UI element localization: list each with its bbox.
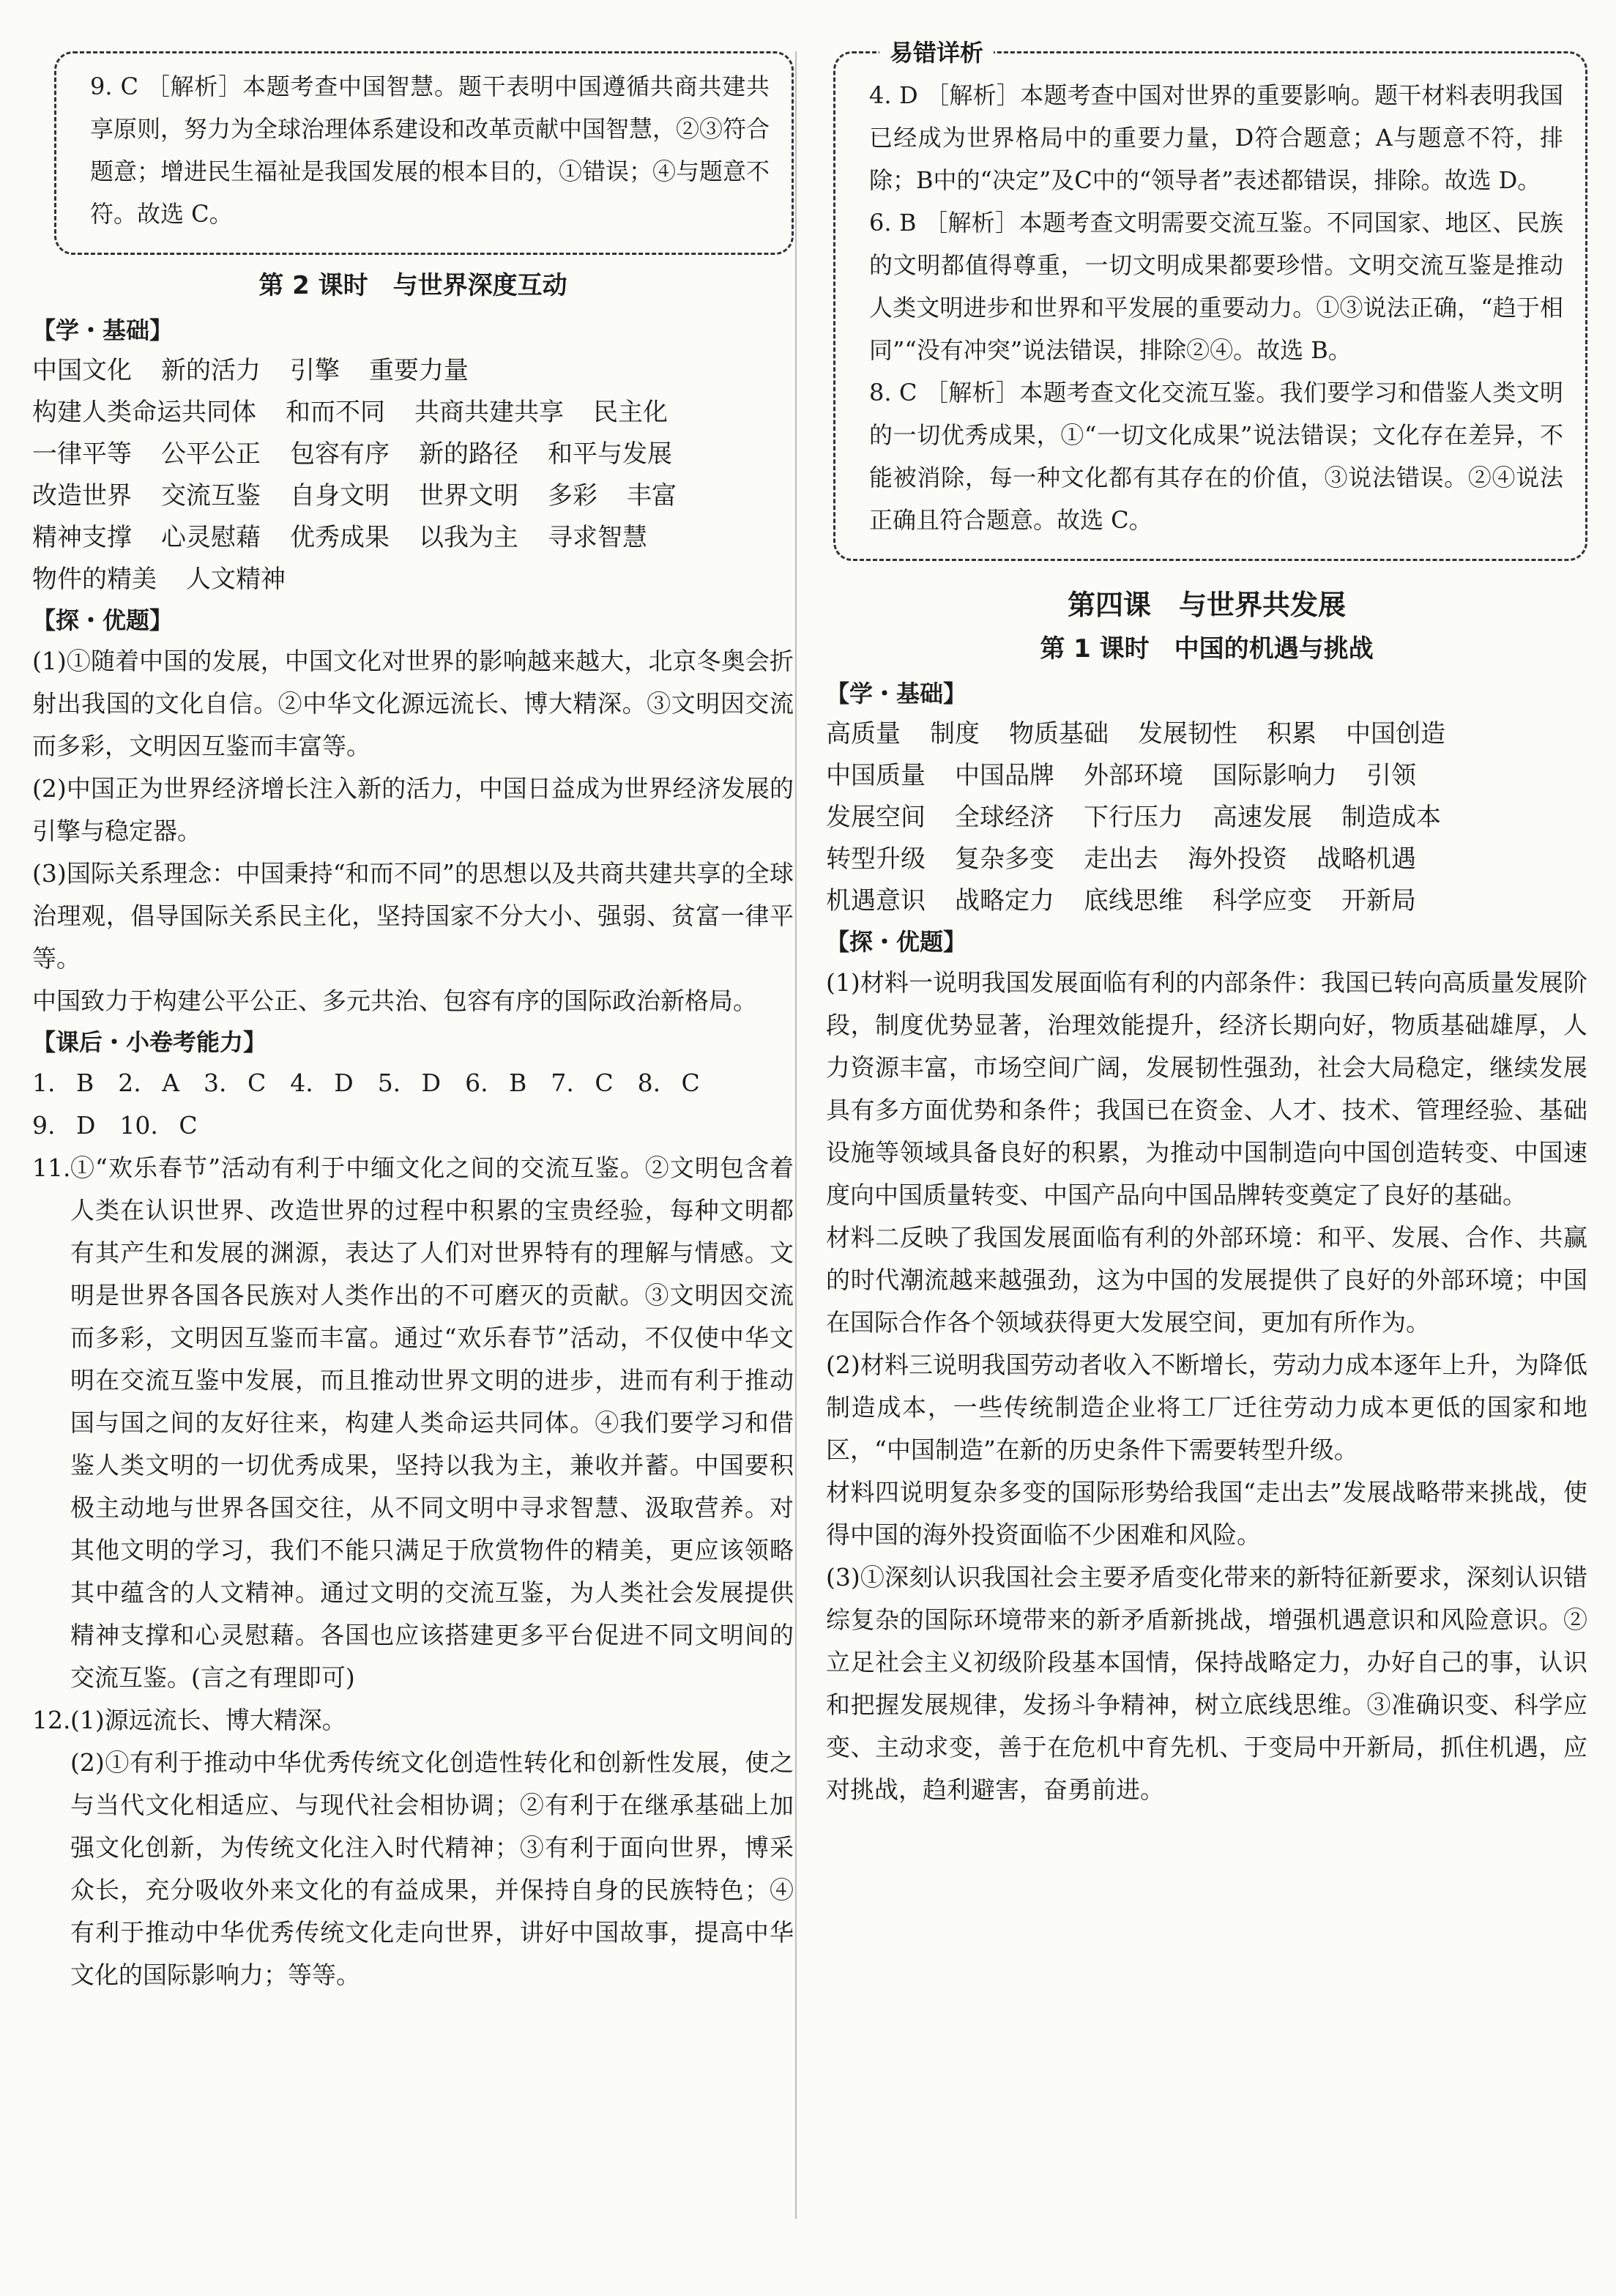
term: 机遇意识 bbox=[826, 886, 926, 915]
basic-terms-list bbox=[826, 713, 1587, 922]
term: 科学应变 bbox=[1213, 886, 1312, 915]
term: 制度 bbox=[930, 719, 980, 748]
column-divider bbox=[795, 51, 797, 2219]
term: 制造成本 bbox=[1341, 803, 1441, 832]
basic-terms-list bbox=[32, 350, 794, 601]
answer-box-right bbox=[833, 39, 1587, 561]
term: 物件的精美 bbox=[32, 565, 157, 594]
answer-part: (1)源远流长、博大精深。 bbox=[70, 1706, 346, 1734]
section-heading-explore: 【探・优题】 bbox=[32, 606, 174, 634]
term: 国际影响力 bbox=[1213, 761, 1337, 790]
box-title: 易错详析 bbox=[879, 36, 994, 70]
term: 人文精神 bbox=[186, 565, 286, 594]
question-11 bbox=[32, 1147, 794, 1699]
term: 高质量 bbox=[826, 719, 901, 748]
answer-part: (2)①有利于推动中华优秀传统文化创造性转化和创新性发展，使之与当代文化相适应、与现代社会相协调；②有利于在继承基础上加强文化创新，为传统文化注入时代精神；③有利于面向世界，博采众长，充分吸收外来文化的有益成果，并保持自身的民族特色；④有利于推动中华优秀传统文化走向世界，讲好中国故事，提高中华文化的国际影响力；等等。 bbox=[70, 1748, 794, 1989]
term: 和平与发展 bbox=[548, 439, 672, 469]
right-column bbox=[826, 39, 1587, 1811]
term: 走出去 bbox=[1084, 844, 1158, 874]
term: 包容有序 bbox=[290, 439, 390, 469]
term: 下行压力 bbox=[1084, 803, 1183, 832]
term: 积累 bbox=[1267, 719, 1317, 748]
term: 底线思维 bbox=[1084, 886, 1183, 915]
explore-paragraph: 中国致力于构建公平公正、多元共治、包容有序的国际政治新格局。 bbox=[32, 987, 757, 1015]
term: 自身文明 bbox=[290, 481, 390, 510]
term: 改造世界 bbox=[32, 481, 132, 510]
section-heading-after-class: 【课后・小卷考能力】 bbox=[32, 1028, 267, 1056]
term: 优秀成果 bbox=[290, 523, 390, 552]
term: 发展空间 bbox=[826, 803, 926, 832]
section-heading-explore: 【探・优题】 bbox=[826, 928, 967, 956]
left-column bbox=[32, 51, 794, 1996]
term: 引领 bbox=[1366, 761, 1416, 790]
term: 新的活力 bbox=[161, 356, 261, 385]
term: 以我为主 bbox=[419, 523, 518, 552]
explore-paragraph: (3)①深刻认识我国社会主要矛盾变化带来的新特征新要求，深刻认识错综复杂的国际环境带来的新矛盾新挑战，增强机遇意识和风险意识。②立足社会主义初级阶段基本国情，保持战略定力，办好自己的事，认识和把握发展规律，发扬斗争精神，树立底线思维。③准确识变、科学应变、主动求变，善于在危机中育先机、于变局中开新局，抓住机遇，应对挑战，趋利避害，奋勇前进。 bbox=[826, 1563, 1587, 1804]
explore-paragraph: (1)①随着中国的发展，中国文化对世界的影响越来越大，北京冬奥会折射出我国的文化自信。②中华文化源远流长、博大精深。③文明因交流而多彩，文明因互鉴而丰富等。 bbox=[32, 647, 794, 760]
term: 重要力量 bbox=[369, 356, 469, 385]
explore-paragraph: 材料四说明复杂多变的国际形势给我国“走出去”发展战略带来挑战，使得中国的海外投资面临不少困难和风险。 bbox=[826, 1478, 1587, 1549]
term: 引擎 bbox=[290, 356, 340, 385]
term: 一律平等 bbox=[32, 439, 132, 469]
term: 发展韧性 bbox=[1138, 719, 1237, 748]
term: 中国文化 bbox=[32, 356, 132, 385]
term: 物质基础 bbox=[1009, 719, 1109, 748]
term: 战略定力 bbox=[955, 886, 1054, 915]
section-heading-basic: 【学・基础】 bbox=[826, 680, 967, 707]
explore-paragraph: (3)国际关系理念：中国秉持“和而不同”的思想以及共商共建共享的全球治理观，倡导国际关系民主化，坚持国家不分大小、强弱、贫富一律平等。 bbox=[32, 859, 794, 973]
term: 全球经济 bbox=[955, 803, 1054, 832]
unit-title: 第四课 与世界共发展 bbox=[1067, 589, 1346, 621]
term: 交流互鉴 bbox=[161, 481, 261, 510]
explore-paragraph: (1)材料一说明我国发展面临有利的内部条件：我国已转向高质量发展阶段，制度优势显著，治理效能提升，经济长期向好，物质基础雄厚，人力资源丰富，市场空间广阔，发展韧性强劲，社会大局稳定，继续发展具有多方面优势和条件；我国已在资金、人才、技术、管理经验、基础设施等领域具备良好的积累，为推动中国制造向中国创造转变、中国速度向中国质量转变、中国产品向中国品牌转变奠定了良好的基础。 bbox=[826, 968, 1587, 1209]
term: 民主化 bbox=[593, 398, 668, 427]
question-number: 11. bbox=[32, 1153, 71, 1182]
analysis-item: 4. D ［解析］本题考查中国对世界的重要影响。题干材料表明我国已经成为世界格局中的重要力量，D符合题意；A与题意不符，排除；B中的“决定”及C中的“领导者”表述都错误，排除。故选 D。 bbox=[869, 81, 1563, 194]
term: 精神支撑 bbox=[32, 523, 132, 552]
answer-key-line: 1. B 2. A 3. C 4. D 5. D 6. B 7. C 8. C bbox=[32, 1069, 700, 1097]
question-number: 12. bbox=[32, 1706, 71, 1734]
explore-paragraph: (2)中国正为世界经济增长注入新的活力，中国日益成为世界经济发展的引擎与稳定器。 bbox=[32, 774, 794, 845]
question-answer: ①“欢乐春节”活动有利于中缅文化之间的交流互鉴。②文明包含着人类在认识世界、改造世界的过程中积累的宝贵经验，每种文明都有其产生和发展的渊源，表达了人们对世界特有的理解与情感。文明是世界各国各民族对人类作出的不可磨灭的贡献。③文明因交流而多彩，文明因互鉴而丰富。通过“欢乐春节”活动，不仅使中华文明在交流互鉴中发展，而且推动世界文明的进步，进而有利于推动国与国之间的友好往来，构建人类命运共同体。④我们要学习和借鉴人类文明的一切优秀成果，坚持以我为主，兼收并蓄。中国要积极主动地与世界各国交往，从不同文明中寻求智慧、汲取营养。对其他文明的学习，我们不能只满足于欣赏物件的精美，更应该领略其中蕴含的人文精神。通过文明的交流互鉴，为人类社会发展提供精神支撑和心灵慰藉。各国也应该搭建更多平台促进不同文明间的交流互鉴。(言之有理即可) bbox=[70, 1153, 794, 1692]
explore-paragraph: 材料二反映了我国发展面临有利的外部环境：和平、发展、合作、共赢的时代潮流越来越强劲，这为中国的发展提供了良好的外部环境；中国在国际合作各个领域获得更大发展空间，更加有所作为。 bbox=[826, 1223, 1587, 1337]
explore-paragraph: (2)材料三说明我国劳动者收入不断增长，劳动力成本逐年上升，为降低制造成本，一些传统制造企业将工厂迁往劳动力成本更低的国家和地区，“中国制造”在新的历史条件下需要转型升级。 bbox=[826, 1351, 1587, 1464]
analysis-item: 8. C ［解析］本题考查文化交流互鉴。我们要学习和借鉴人类文明的一切优秀成果，①“一切文化成果”说法错误；文化存在差异，不能被消除，每一种文化都有其存在的价值，③说法错误。②④说法正确且符合题意。故选 C。 bbox=[869, 379, 1563, 534]
term: 多彩 bbox=[548, 481, 597, 510]
term: 复杂多变 bbox=[955, 844, 1054, 874]
term: 公平公正 bbox=[161, 439, 261, 469]
question-answer bbox=[70, 1699, 794, 1996]
term: 开新局 bbox=[1341, 886, 1416, 915]
term: 新的路径 bbox=[419, 439, 518, 469]
answer-key-line: 9. D 10. C bbox=[32, 1111, 198, 1140]
answer-box-left bbox=[54, 51, 794, 255]
term: 心灵慰藉 bbox=[161, 523, 261, 552]
analysis-item: 6. B ［解析］本题考查文明需要交流互鉴。不同国家、地区、民族的文明都值得尊重，一切文明成果都要珍惜。文明交流互鉴是推动人类文明进步和世界和平发展的重要动力。①③说法正确，“趋于相同”“没有冲突”说法错误，排除②④。故选 B。 bbox=[869, 209, 1563, 364]
term: 寻求智慧 bbox=[548, 523, 647, 552]
term: 中国质量 bbox=[826, 761, 926, 790]
term: 转型升级 bbox=[826, 844, 926, 874]
lesson-title: 第 2 课时 与世界深度互动 bbox=[258, 271, 567, 300]
term: 战略机遇 bbox=[1317, 844, 1416, 874]
term: 海外投资 bbox=[1188, 844, 1287, 874]
term: 中国品牌 bbox=[955, 761, 1054, 790]
term: 丰富 bbox=[627, 481, 677, 510]
lesson-title: 第 1 课时 中国的机遇与挑战 bbox=[1040, 634, 1374, 664]
section-heading-basic: 【学・基础】 bbox=[32, 316, 174, 344]
term: 外部环境 bbox=[1084, 761, 1183, 790]
analysis-item-9: 9. C ［解析］本题考查中国智慧。题干表明中国遵循共商共建共享原则，努力为全球治理体系建设和改革贡献中国智慧，②③符合题意；增进民生福祉是我国发展的根本目的，①错误；④与题意不符。故选 C。 bbox=[90, 73, 770, 228]
question-12 bbox=[32, 1699, 794, 1996]
term: 和而不同 bbox=[286, 398, 385, 427]
term: 世界文明 bbox=[419, 481, 518, 510]
term: 高速发展 bbox=[1213, 803, 1312, 832]
term: 共商共建共享 bbox=[414, 398, 564, 427]
term: 中国创造 bbox=[1346, 719, 1445, 748]
term: 构建人类命运共同体 bbox=[32, 398, 256, 427]
